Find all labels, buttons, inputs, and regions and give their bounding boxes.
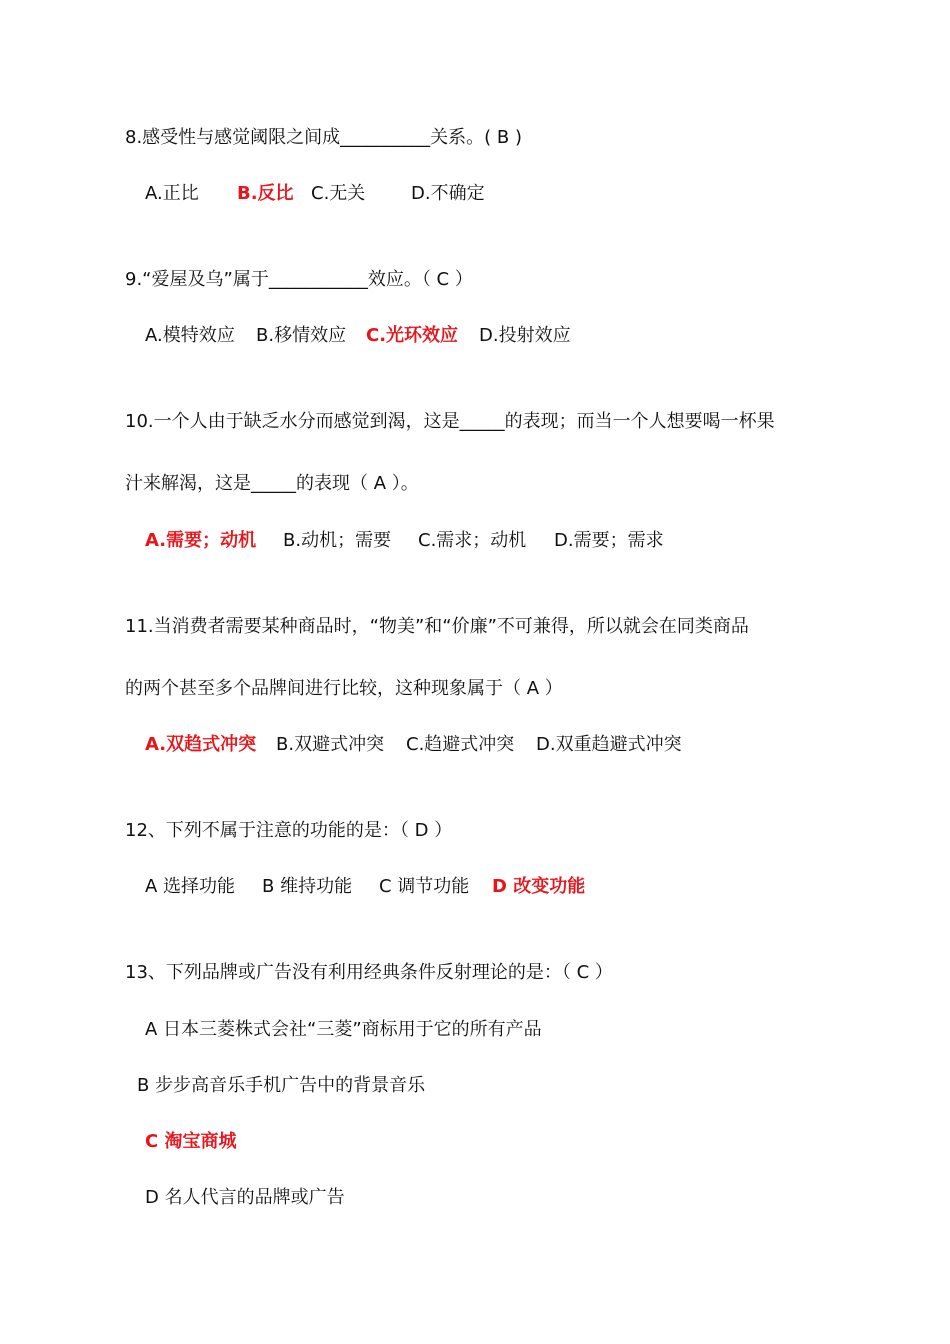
option-c: C 调节功能 bbox=[379, 876, 470, 897]
option-b: B.移情效应 bbox=[256, 325, 347, 346]
option-b: B 维持功能 bbox=[262, 876, 353, 897]
question-13-stem: 13、下列品牌或广告没有利用经典条件反射理论的是：（ C ） bbox=[125, 962, 613, 983]
question-13-option-c-correct: C 淘宝商城 bbox=[145, 1131, 237, 1152]
question-13-option-a: A 日本三菱株式会社“三菱”商标用于它的所有产品 bbox=[145, 1019, 542, 1040]
question-8-stem: 8.感受性与感觉阈限之间成__________关系。( B ) bbox=[125, 127, 523, 148]
option-c: C.需求；动机 bbox=[418, 530, 527, 551]
question-9-options bbox=[145, 324, 571, 348]
option-d-correct: D 改变功能 bbox=[492, 876, 586, 897]
question-8-options bbox=[145, 182, 485, 206]
question-11-stem-line-2: 的两个甚至多个品牌间进行比较，这种现象属于（ A ） bbox=[125, 678, 563, 699]
question-10-stem-line-1: 10.一个人由于缺乏水分而感觉到渴，这是_____的表现；而当一个人想要喝一杯果 bbox=[125, 411, 775, 432]
question-12-options bbox=[145, 875, 585, 899]
question-10-options bbox=[145, 529, 664, 553]
option-a-correct: A.双趋式冲突 bbox=[145, 734, 257, 755]
question-11-options bbox=[145, 733, 682, 757]
option-b: B.双避式冲突 bbox=[276, 734, 385, 755]
option-a: A.正比 bbox=[145, 183, 199, 204]
question-10-stem-line-2: 汁来解渴，这是_____的表现（ A ）。 bbox=[125, 473, 419, 494]
option-c: C.无关 bbox=[311, 183, 366, 204]
option-c-correct: C.光环效应 bbox=[366, 325, 459, 346]
option-c: C.趋避式冲突 bbox=[406, 734, 515, 755]
question-13-option-d: D 名人代言的品牌或广告 bbox=[145, 1187, 345, 1208]
option-d: D.投射效应 bbox=[479, 325, 571, 346]
option-d: D.需要；需求 bbox=[554, 530, 664, 551]
option-b-correct: B.反比 bbox=[237, 183, 294, 204]
option-b: B.动机；需要 bbox=[283, 530, 392, 551]
question-9-stem: 9.“爱屋及乌”属于___________效应。（ C ） bbox=[125, 269, 473, 290]
option-a-correct: A.需要；动机 bbox=[145, 530, 257, 551]
option-a: A.模特效应 bbox=[145, 325, 235, 346]
question-11-stem-line-1: 11.当消费者需要某种商品时，“物美”和“价廉”不可兼得，所以就会在同类商品 bbox=[125, 616, 749, 637]
option-d: D.双重趋避式冲突 bbox=[536, 734, 682, 755]
option-d: D.不确定 bbox=[411, 183, 485, 204]
question-13-option-b: B 步步高音乐手机广告中的背景音乐 bbox=[137, 1075, 426, 1096]
option-a: A 选择功能 bbox=[145, 876, 236, 897]
question-12-stem: 12、下列不属于注意的功能的是：（ D ） bbox=[125, 820, 453, 841]
